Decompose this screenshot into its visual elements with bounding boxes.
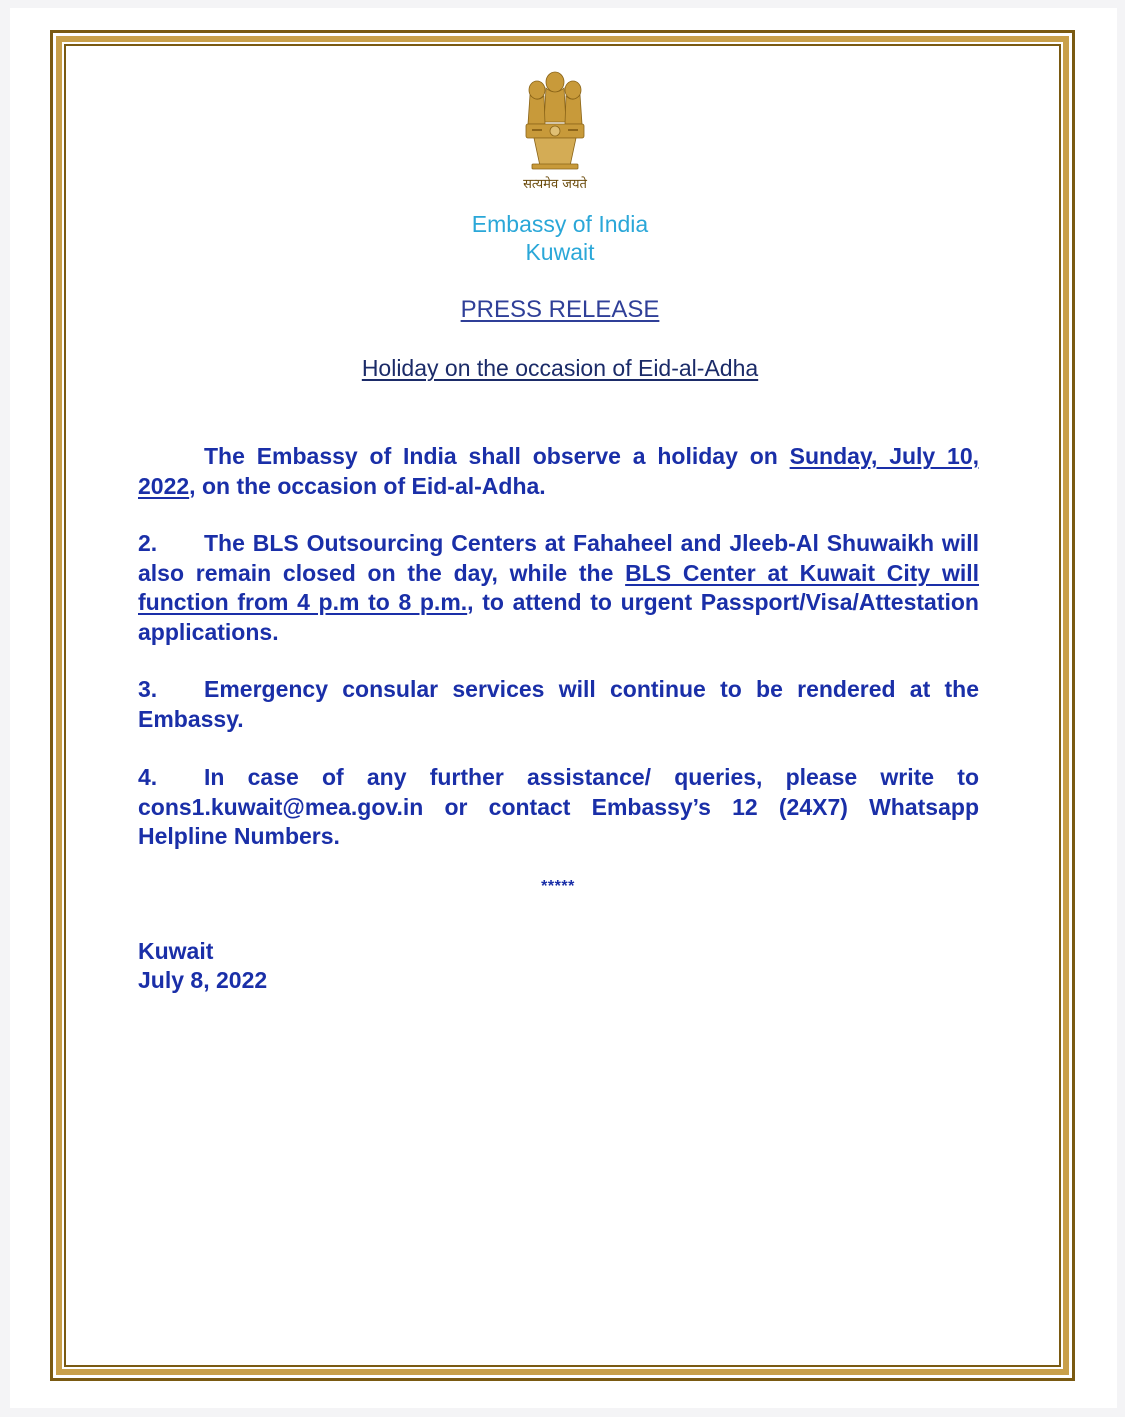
ashoka-lion-capital-icon	[522, 70, 588, 172]
paragraph-2	[138, 529, 979, 647]
document-type-heading	[360, 296, 760, 324]
p1-text-after: , on the occasion of Eid-al-Adha.	[189, 472, 546, 499]
p1-text-before: The Embassy of India shall observe a holiday on	[204, 443, 790, 469]
bls-center-hours: BLS Center at Kuwait City will function from 4 p.m to 8 p.m.	[138, 559, 980, 615]
issue-date: July 8, 2022	[138, 967, 268, 993]
embassy-name: Embassy of India	[471, 211, 649, 237]
p3-text: Emergency consular services will continue to be rendered at the Embassy.	[138, 676, 979, 732]
holiday-date: Sunday, July 10, 2022	[138, 443, 979, 499]
section-separator: *****	[541, 878, 575, 895]
p4-text: In case of any further assistance/ queries, please write to cons1.kuwait@mea.gov.in or contact Embassy’s 12 (24X7) Whatsapp Helpline Numbers.	[138, 764, 979, 849]
paragraph-number: 3.	[138, 676, 158, 702]
paragraph-3	[138, 675, 979, 734]
national-motto: सत्यमेव जयते	[523, 177, 587, 192]
press-release-label: PRESS RELEASE	[460, 296, 660, 323]
p2-text-before: The BLS Outsourcing Centers at Fahaheel and Jleeb-Al Shuwaikh will also remain closed on the day, while the	[138, 530, 979, 586]
subject-heading	[230, 355, 890, 382]
embassy-location: Kuwait	[525, 239, 595, 265]
p2-text-after: , to attend to urgent Passport/Visa/Attestation applications.	[138, 589, 979, 645]
paragraph-1	[138, 442, 979, 501]
paragraph-number: 4.	[138, 764, 158, 790]
issue-place: Kuwait	[138, 938, 214, 964]
subject-text: Holiday on the occasion of Eid-al-Adha	[361, 355, 759, 381]
paragraph-number: 2.	[138, 530, 158, 556]
paragraph-4	[138, 763, 979, 852]
